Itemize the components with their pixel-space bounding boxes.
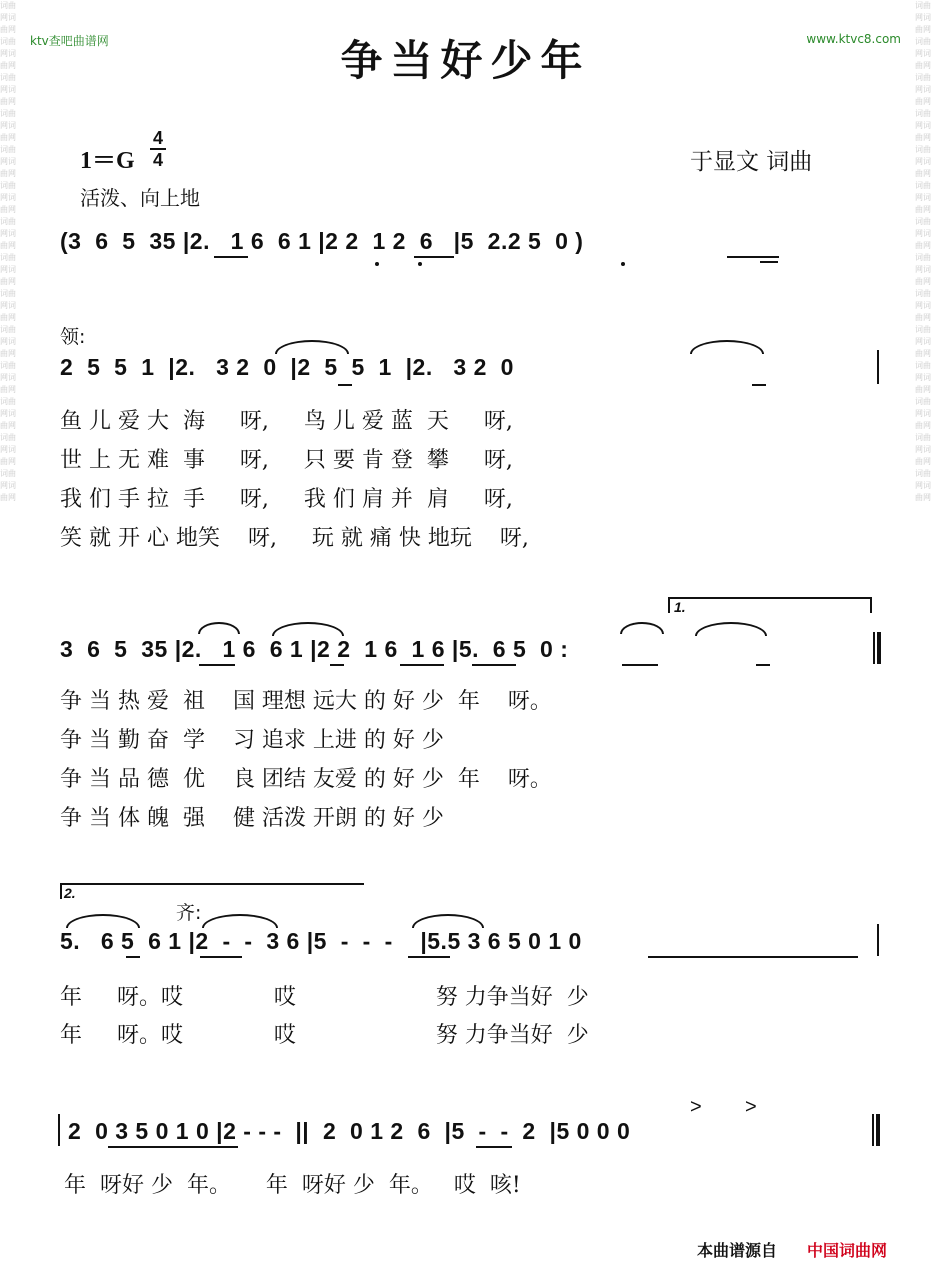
- song-title: 争当好少年: [340, 36, 591, 85]
- sec3-notes: 5. 6 5 6 1 |2 - - 3 6 |5 - - - |5.5 3 6 5 0 1 0: [60, 928, 582, 954]
- low-octave-dot: [375, 262, 379, 266]
- watermark-right: www.ktvc8.com: [806, 32, 901, 46]
- sec2-lyric-2: 争 当 勤 奋 学 习 追求 上进 的 好 少: [60, 728, 444, 753]
- volta-label-1: 1.: [674, 599, 686, 615]
- sec1-lyric-4: 笑 就 开 心 地笑 呀, 玩 就 痛 快 地玩 呀,: [60, 526, 529, 551]
- note-underline: [408, 956, 450, 958]
- chorus-label: 齐:: [176, 902, 202, 924]
- note-underline: [338, 384, 352, 386]
- lead-label: 领:: [60, 326, 86, 348]
- repeat-bar-thin: [873, 632, 875, 664]
- tie-arc: [198, 622, 240, 634]
- tie-arc: [272, 622, 344, 636]
- sec3-lyric-1: 年 呀。哎 哎 努 力争当好 少: [60, 985, 589, 1010]
- watermark-left: ktv查吧曲谱网: [30, 34, 109, 48]
- bar-line: [877, 350, 879, 384]
- volta-label-2: 2.: [64, 885, 76, 901]
- sec4-notes: 2 0 3 5 0 1 0 |2 - - - || 2 0 1 2 6 |5 - - 2 |5 0 0 0: [68, 1118, 631, 1144]
- source-site-link[interactable]: 中国词曲网: [807, 1241, 888, 1260]
- low-octave-dot: [418, 262, 422, 266]
- tie-arc: [690, 340, 764, 354]
- tempo-marking: 活泼、向上地: [80, 186, 200, 210]
- low-octave-dot: [621, 262, 625, 266]
- final-bar-thick: [876, 1114, 880, 1146]
- volta-bracket-1: [668, 597, 872, 613]
- repeat-bar-thick: [877, 632, 881, 664]
- note-underline: [400, 664, 444, 666]
- author-credit: 于显文 词曲: [690, 149, 813, 175]
- note-underline: [472, 664, 516, 666]
- time-top: 4: [152, 128, 163, 148]
- note-underline: [752, 384, 766, 386]
- side-watermark-right: 词曲网词曲网词曲网词曲网词曲网词曲网词曲网词曲网词曲网词曲网词曲网词曲网词曲网词曲网词曲网词曲网词曲网词曲网词曲网词曲网词曲网词曲网词曲网词曲网词曲网词曲网词曲网词曲网: [915, 1, 931, 502]
- intro-underline: [760, 261, 778, 263]
- note-underline: [476, 1146, 512, 1148]
- tie-arc: [275, 340, 349, 354]
- sec1-lyric-1: 鱼 儿 爱 大 海 呀, 鸟 儿 爱 蓝 天 呀,: [60, 409, 513, 434]
- sec1-lyric-3: 我 们 手 拉 手 呀, 我 们 肩 并 肩 呀,: [60, 487, 513, 512]
- intro-underline: [414, 256, 454, 258]
- tie-arc: [695, 622, 767, 636]
- note-underline: [199, 664, 235, 666]
- intro-notes: (3 6 5 35 |2. 1 6 6 1 |2 2 1 2 6 |5 2.2 5 0 ): [60, 228, 584, 254]
- intro-underline: [214, 256, 248, 258]
- sec2-notes: 3 6 5 35 |2. 1 6 6 1 |2 2 1 6 1 6 |5. 6 5 0 :: [60, 636, 569, 662]
- accent-mark: >: [690, 1096, 702, 1118]
- bar-line: [58, 1114, 60, 1146]
- note-underline: [648, 956, 858, 958]
- side-watermark-left: 词曲网词曲网词曲网词曲网词曲网词曲网词曲网词曲网词曲网词曲网词曲网词曲网词曲网词曲网词曲网词曲网词曲网词曲网词曲网词曲网词曲网词曲网词曲网词曲网词曲网词曲网词曲网词曲网: [0, 1, 16, 502]
- sec2-lyric-1: 争 当 热 爱 祖 国 理想 远大 的 好 少 年 呀。: [60, 689, 552, 714]
- note-underline: [126, 956, 140, 958]
- tie-arc: [620, 622, 664, 634]
- sec1-notes: 2 5 5 1 |2. 3 2 0 |2 5 5 1 |2. 3 2 0: [60, 354, 514, 380]
- accent-mark: >: [745, 1096, 757, 1118]
- intro-underline: [727, 256, 779, 258]
- note-underline: [756, 664, 770, 666]
- volta-bracket-2: [60, 883, 364, 899]
- sec2-lyric-4: 争 当 体 魄 强 健 活泼 开朗 的 好 少: [60, 806, 444, 831]
- note-underline: [622, 664, 658, 666]
- sec4-lyric: 年 呀好 少 年。 年 呀好 少 年。 哎 咳!: [64, 1173, 521, 1198]
- final-bar-thin: [872, 1114, 874, 1146]
- source-label: 本曲谱源自: [697, 1241, 778, 1260]
- key-signature: 1＝G: [80, 148, 135, 174]
- note-underline: [330, 664, 344, 666]
- note-underline: [200, 956, 242, 958]
- tie-arc: [66, 914, 140, 928]
- tie-arc: [412, 914, 484, 928]
- sec2-lyric-3: 争 当 品 德 优 良 团结 友爱 的 好 少 年 呀。: [60, 767, 552, 792]
- time-bottom: 4: [150, 148, 166, 170]
- bar-line: [877, 924, 879, 956]
- time-signature: [150, 128, 166, 170]
- sec3-lyric-2: 年 呀。哎 哎 努 力争当好 少: [60, 1023, 589, 1048]
- tie-arc: [202, 914, 278, 928]
- note-underline: [108, 1146, 238, 1148]
- sec1-lyric-2: 世 上 无 难 事 呀, 只 要 肯 登 攀 呀,: [60, 448, 513, 473]
